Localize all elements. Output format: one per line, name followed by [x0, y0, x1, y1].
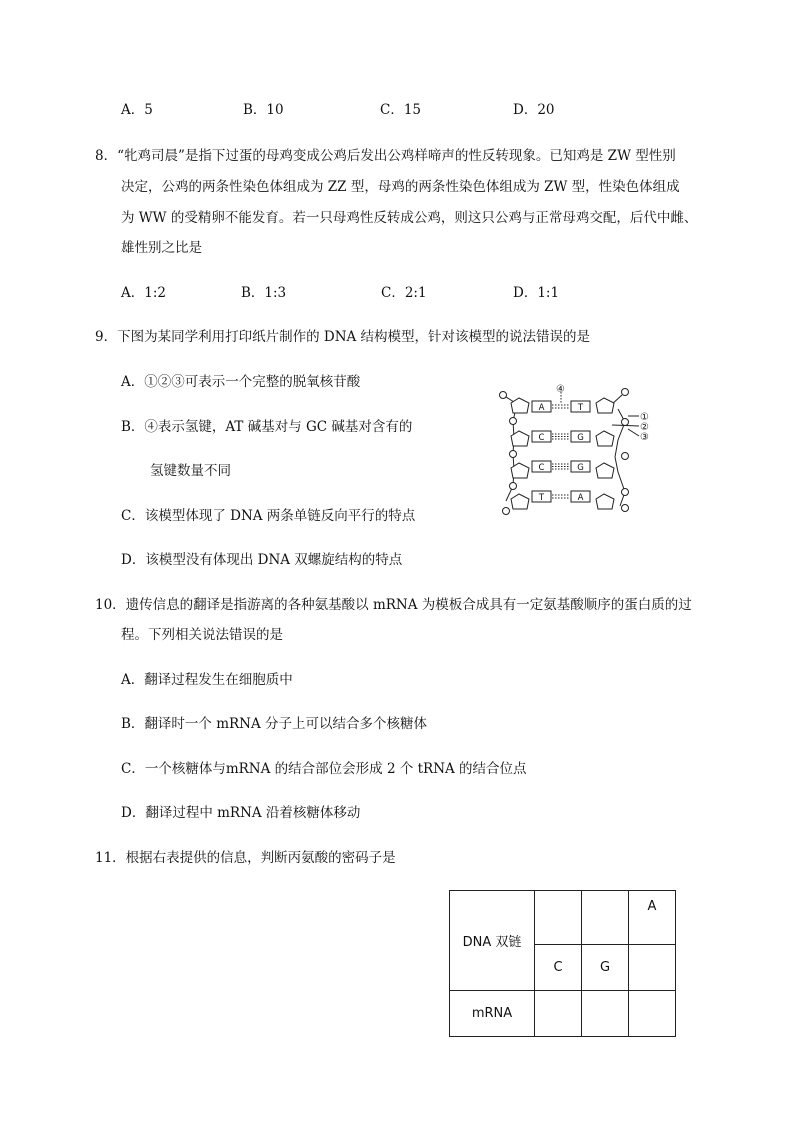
label-4: ④: [556, 384, 565, 395]
q8-stem-line-3: 为 WW 的受精卵不能发育。若一只母鸡性反转成公鸡，则这只公鸡与正常母鸡交配，后代中雌、: [121, 210, 698, 226]
q9-option-d: D．该模型没有体现出 DNA 双螺旋结构的特点: [121, 552, 403, 568]
q9-option-a: A．①②③可表示一个完整的脱氧核苷酸: [121, 374, 361, 390]
q10-option-a: A．翻译过程发生在细胞质中: [121, 672, 293, 688]
q8-option-d: D．1:1: [513, 285, 560, 301]
q9-option-b: B．④表示氢键，AT 碱基对与 GC 碱基对含有的: [121, 419, 413, 435]
left-base-2: C: [538, 433, 545, 443]
table-cell: [582, 991, 629, 1037]
table-cell: G: [582, 945, 629, 991]
q11-stem: 11．根据右表提供的信息，判断丙氨酸的密码子是: [95, 850, 396, 866]
q9-option-b-cont: 氢键数量不同: [150, 463, 231, 479]
q8-option-c: C．2:1: [381, 285, 427, 301]
right-base-1: T: [577, 403, 584, 413]
mrna-header: mRNA: [450, 991, 535, 1037]
table-cell: [582, 891, 629, 945]
q7-option-c: C．15: [380, 102, 422, 118]
q9-stem: 9．下图为某同学利用打印纸片制作的 DNA 结构模型，针对该模型的说法错误的是: [95, 329, 591, 345]
label-1: ①: [640, 412, 649, 423]
right-base-2: G: [577, 433, 584, 443]
q10-stem-line-2: 程。下列相关说法错误的是: [121, 627, 283, 643]
q8-option-a: A．1:2: [121, 285, 166, 301]
left-base-3: C: [538, 463, 545, 473]
codon-table: [449, 890, 676, 1037]
q10-option-c: C．一个核糖体与mRNA 的结合部位会形成 2 个 tRNA 的结合位点: [121, 761, 527, 777]
q8-stem-line-2: 决定，公鸡的两条性染色体组成为 ZZ 型，母鸡的两条性染色体组成为 ZW 型，性染色体组成: [121, 179, 680, 195]
dna-double-strand-header: DNA 双链: [450, 891, 535, 991]
right-base-4: A: [577, 493, 584, 503]
q10-option-b: B．翻译时一个 mRNA 分子上可以结合多个核糖体: [121, 716, 428, 732]
label-2: ②: [640, 422, 649, 433]
table-cell: [535, 991, 582, 1037]
dna-model-diagram: [490, 378, 660, 518]
label-3: ③: [640, 432, 649, 443]
q7-option-b: B．10: [243, 102, 284, 118]
table-cell: [535, 891, 582, 945]
table-cell: A: [629, 891, 676, 945]
q7-option-d: D．20: [513, 102, 555, 118]
q8-option-b: B．1:3: [241, 285, 287, 301]
q7-option-a: A．5: [121, 102, 153, 118]
q10-option-d: D．翻译过程中 mRNA 沿着核糖体移动: [121, 805, 361, 821]
table-cell: [629, 991, 676, 1037]
q9-option-c: C．该模型体现了 DNA 两条单链反向平行的特点: [121, 508, 416, 524]
q8-stem-line-4: 雄性别之比是: [121, 240, 202, 256]
left-base-1: A: [538, 403, 545, 413]
left-base-4: T: [538, 493, 545, 503]
right-base-3: G: [577, 463, 584, 473]
q10-stem-line-1: 10．遗传信息的翻译是指游离的各种氨基酸以 mRNA 为模板合成具有一定氨基酸顺序的蛋白质的过: [95, 597, 692, 613]
table-cell: C: [535, 945, 582, 991]
q8-stem-line-1: 8．“牝鸡司晨”是指下过蛋的母鸡变成公鸡后发出公鸡样啼声的性反转现象。已知鸡是 ZW 型性别: [95, 148, 676, 164]
table-cell: [629, 945, 676, 991]
